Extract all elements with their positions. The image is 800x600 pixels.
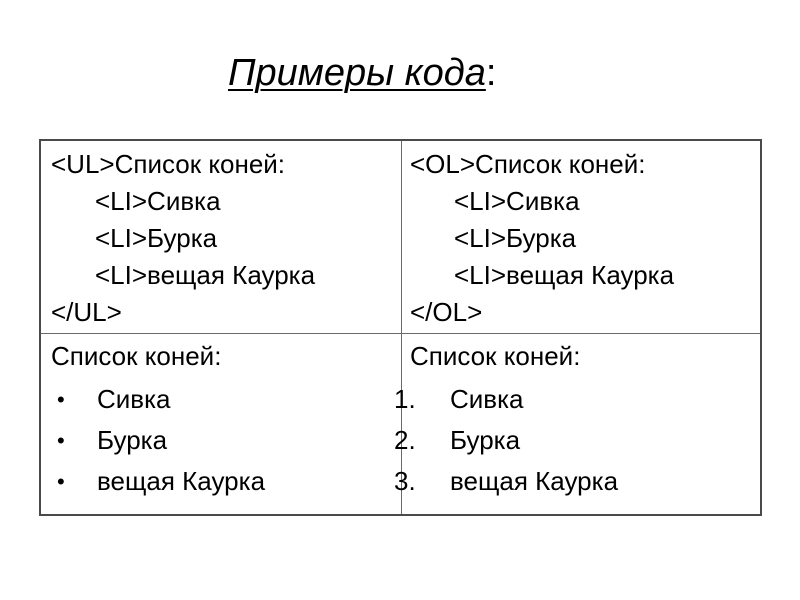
ol-rendered-heading: Список коней: [410, 341, 581, 371]
list-item [394, 420, 618, 461]
title-colon: : [485, 52, 497, 94]
ol-rendered-cell [394, 338, 619, 502]
list-item [394, 379, 618, 420]
list-item-text: вещая Каурка [450, 466, 619, 496]
ul-code-item: <LI>вещая Каурка [95, 260, 316, 290]
ul-rendered-cell [51, 338, 265, 502]
code-examples-table [39, 139, 762, 516]
ol-code-item: <LI>Сивка [454, 186, 580, 216]
list-item-text: вещая Каурка [97, 466, 266, 496]
bullet-marker: • [57, 387, 65, 412]
list-item-text: Бурка [450, 425, 521, 455]
ul-code-item: <LI>Бурка [95, 223, 218, 253]
ul-close-tag: </UL> [51, 297, 122, 327]
list-item-text: Сивка [450, 384, 524, 414]
ol-code-item: <LI>Бурка [454, 223, 577, 253]
ol-code-cell [410, 146, 674, 331]
ol-code-item: <LI>вещая Каурка [454, 260, 675, 290]
ul-open-tag: <UL>Список коней: [51, 149, 286, 179]
bullet-marker: • [57, 428, 65, 453]
number-marker: 1. [394, 384, 416, 414]
number-marker: 2. [394, 425, 416, 455]
list-item [51, 461, 265, 502]
list-item-text: Сивка [97, 384, 171, 414]
row-divider [41, 333, 760, 334]
page-title [228, 50, 496, 96]
ul-rendered-heading: Список коней: [51, 341, 222, 371]
list-item [51, 420, 265, 461]
number-marker: 3. [394, 466, 416, 496]
ol-open-tag: <OL>Список коней: [410, 149, 646, 179]
ul-code-item: <LI>Сивка [95, 186, 221, 216]
bullet-marker: • [57, 469, 65, 494]
ol-close-tag: </OL> [410, 297, 483, 327]
title-text: Примеры кода [228, 52, 486, 94]
list-item [394, 461, 619, 502]
list-item [51, 379, 265, 420]
list-item-text: Бурка [97, 425, 168, 455]
ul-code-cell [51, 146, 315, 331]
